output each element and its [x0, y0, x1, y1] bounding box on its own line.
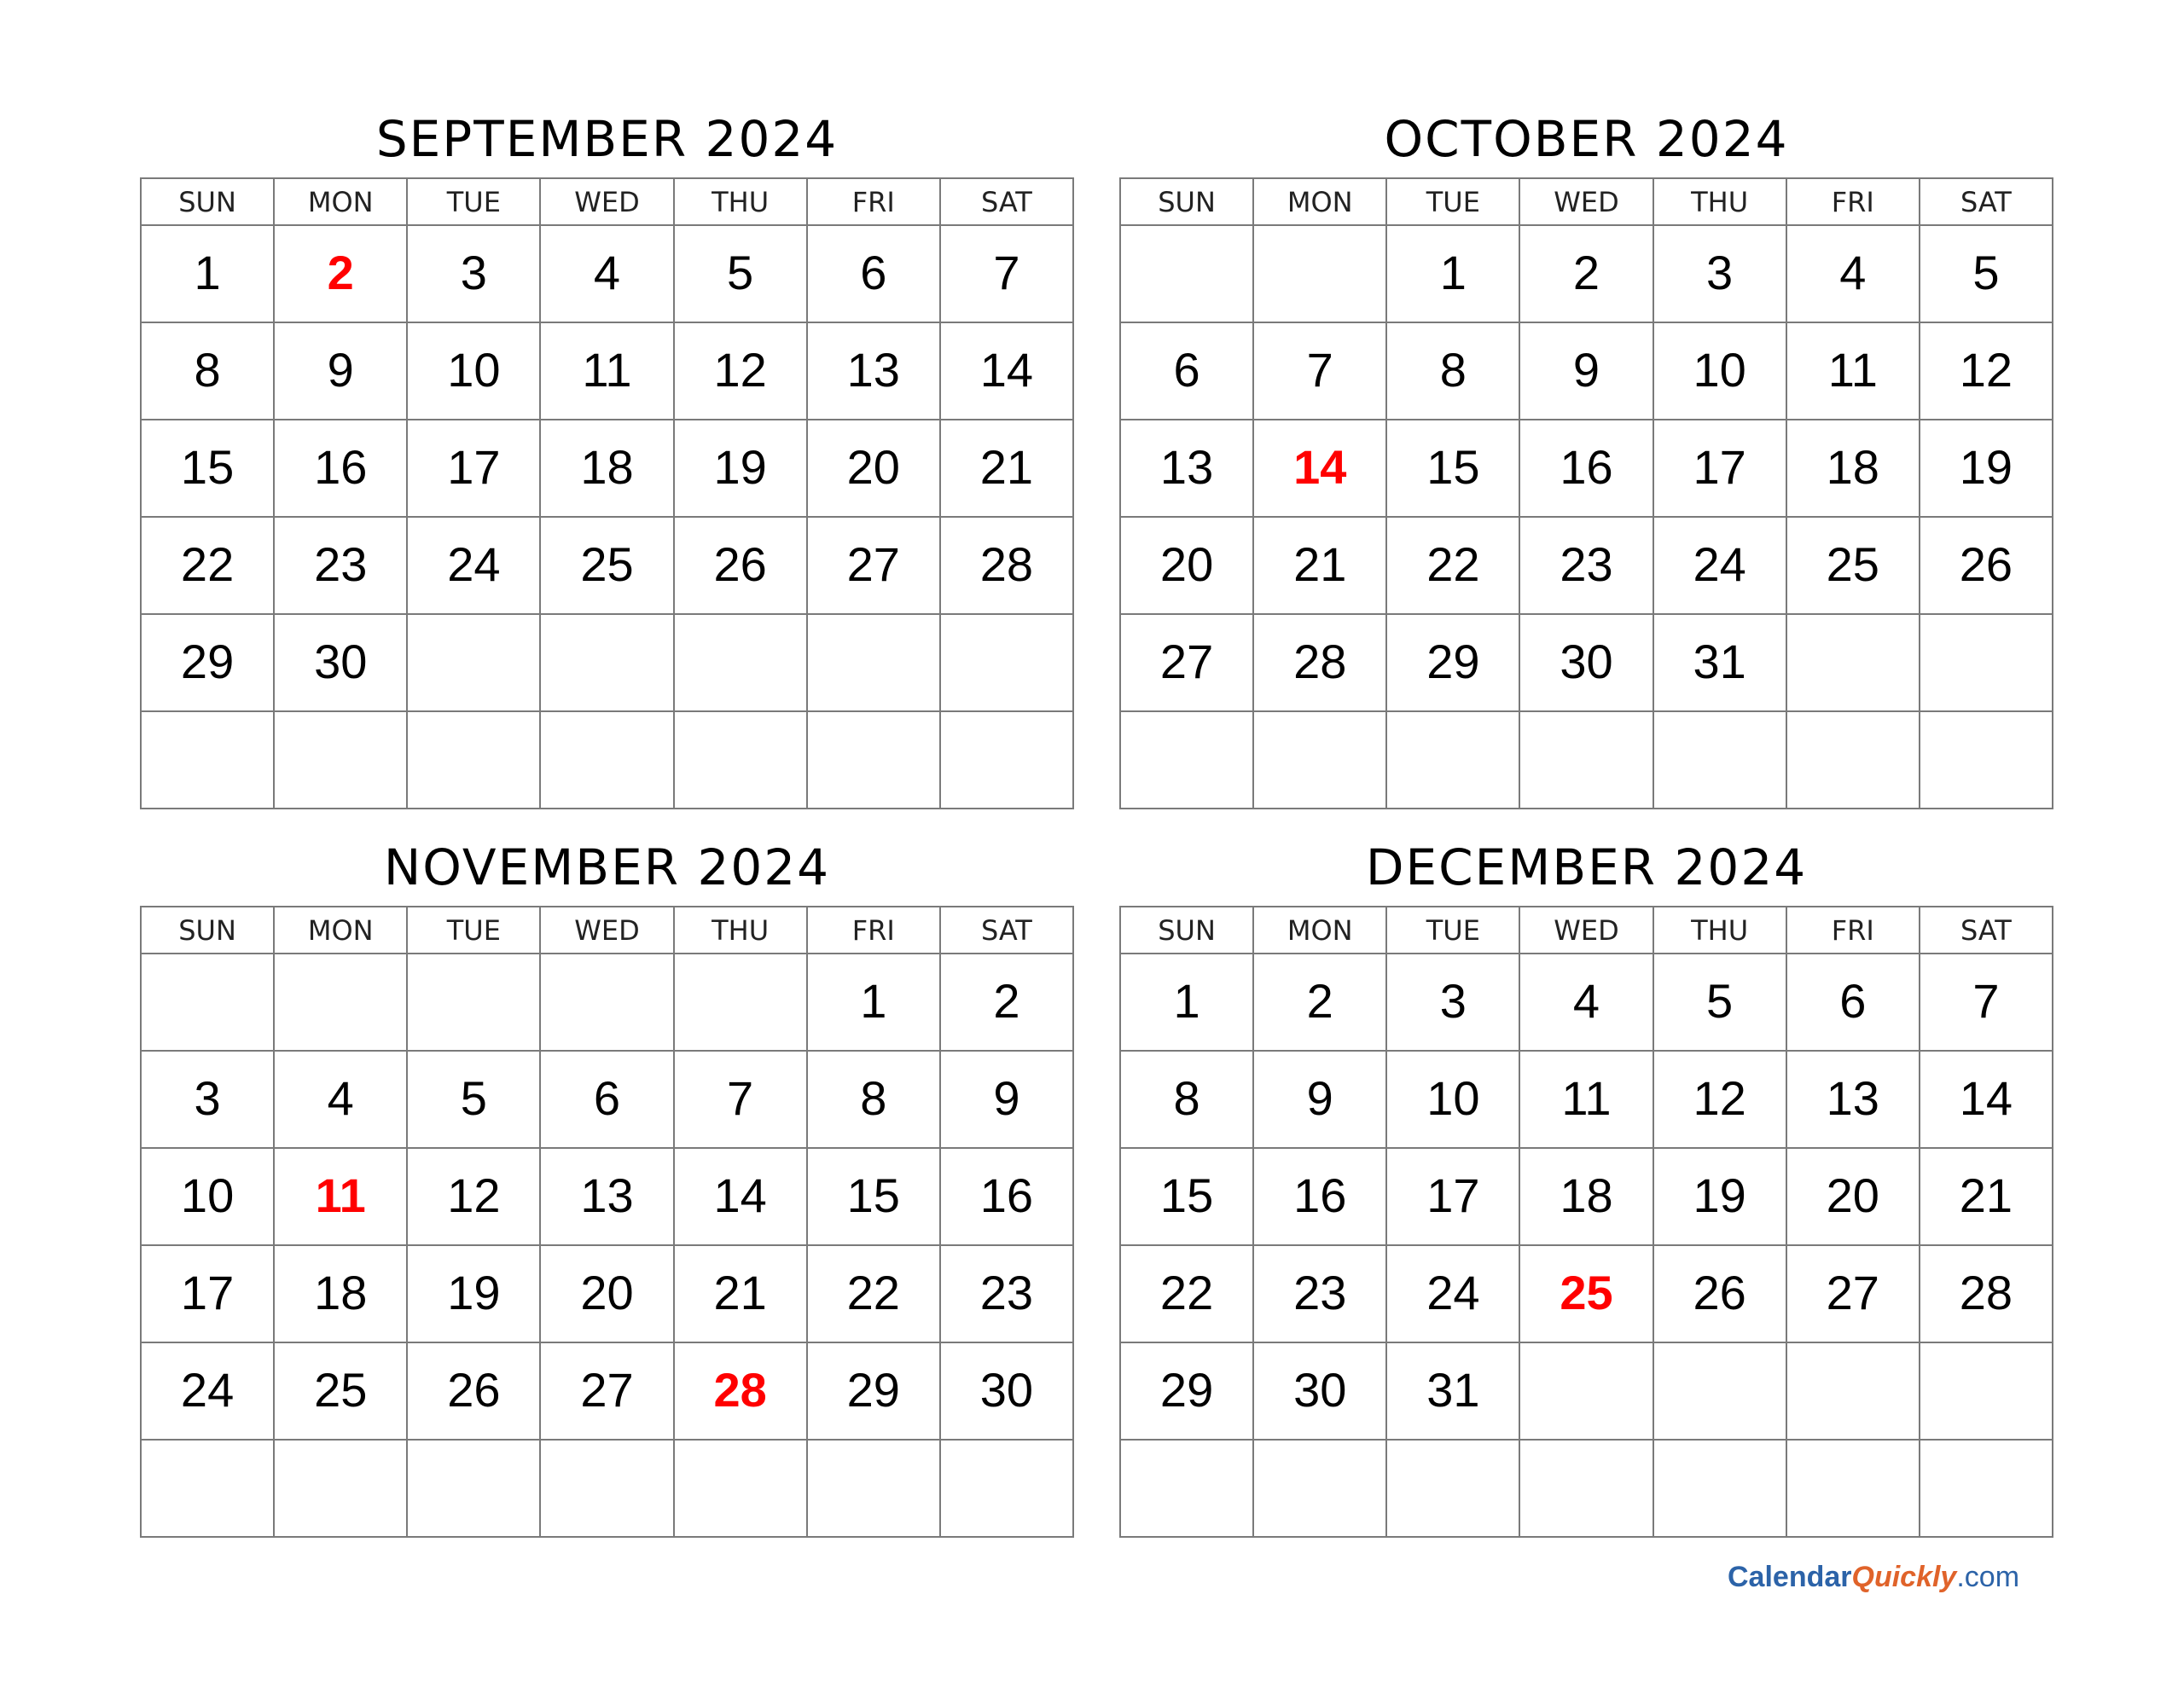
- day-cell: 5: [1920, 225, 2053, 322]
- day-cell: 25: [1786, 517, 1920, 614]
- week-row: [141, 1245, 1073, 1342]
- empty-day-cell: [1253, 1440, 1386, 1537]
- day-cell: 16: [940, 1148, 1073, 1245]
- day-cell: 16: [1519, 420, 1653, 517]
- empty-day-cell: [1920, 1440, 2053, 1537]
- day-cell: 17: [407, 420, 540, 517]
- empty-day-cell: [807, 1440, 940, 1537]
- weekday-header: TUE: [407, 907, 540, 954]
- day-cell: 26: [407, 1342, 540, 1440]
- weekday-header: MON: [274, 907, 407, 954]
- day-cell: 12: [1653, 1051, 1786, 1148]
- week-row: [141, 954, 1073, 1051]
- day-cell: 23: [1253, 1245, 1386, 1342]
- empty-day-cell: [540, 711, 673, 809]
- week-row: [1120, 225, 2053, 322]
- empty-day-cell: [1920, 711, 2053, 809]
- week-row: [1120, 1245, 2053, 1342]
- day-cell: 25: [540, 517, 673, 614]
- week-row: [1120, 614, 2053, 711]
- empty-day-cell: [407, 711, 540, 809]
- empty-day-cell: [540, 614, 673, 711]
- day-cell: 19: [674, 420, 807, 517]
- day-cell: 23: [940, 1245, 1073, 1342]
- weekday-header: SUN: [1120, 178, 1253, 225]
- empty-day-cell: [1120, 1440, 1253, 1537]
- weekday-header-row: [141, 907, 1073, 954]
- week-row: [1120, 711, 2053, 809]
- day-cell: 4: [274, 1051, 407, 1148]
- day-cell: 5: [1653, 954, 1786, 1051]
- day-cell: 13: [540, 1148, 673, 1245]
- day-cell: 10: [1386, 1051, 1519, 1148]
- weekday-header: MON: [1253, 178, 1386, 225]
- day-cell: 7: [1920, 954, 2053, 1051]
- weekday-header: SUN: [141, 178, 274, 225]
- day-cell: 13: [1786, 1051, 1920, 1148]
- month-title: DECEMBER 2024: [1365, 838, 1808, 896]
- weekday-header: FRI: [807, 178, 940, 225]
- week-row: [141, 1440, 1073, 1537]
- empty-day-cell: [407, 614, 540, 711]
- day-cell: 5: [674, 225, 807, 322]
- day-cell: 12: [407, 1148, 540, 1245]
- day-cell: 10: [407, 322, 540, 420]
- week-row: [141, 711, 1073, 809]
- empty-day-cell: [1786, 711, 1920, 809]
- day-cell: 6: [1786, 954, 1920, 1051]
- day-cell: 30: [274, 614, 407, 711]
- day-cell: 13: [1120, 420, 1253, 517]
- week-row: [141, 1051, 1073, 1148]
- day-cell: 27: [1786, 1245, 1920, 1342]
- week-row: [141, 517, 1073, 614]
- day-cell: 20: [1786, 1148, 1920, 1245]
- weekday-header: WED: [1519, 178, 1653, 225]
- week-row: [1120, 517, 2053, 614]
- day-cell: 4: [540, 225, 673, 322]
- day-cell: 15: [1120, 1148, 1253, 1245]
- weekday-header: SAT: [1920, 178, 2053, 225]
- weekday-header: MON: [1253, 907, 1386, 954]
- empty-day-cell: [540, 1440, 673, 1537]
- day-cell: 10: [141, 1148, 274, 1245]
- week-row: [141, 420, 1073, 517]
- day-cell: 5: [407, 1051, 540, 1148]
- empty-day-cell: [141, 954, 274, 1051]
- empty-day-cell: [1386, 711, 1519, 809]
- day-cell: 6: [540, 1051, 673, 1148]
- day-cell: 23: [274, 517, 407, 614]
- empty-day-cell: [1120, 711, 1253, 809]
- day-cell: 24: [1653, 517, 1786, 614]
- calendar-grid: [140, 906, 1074, 1538]
- day-cell: 19: [407, 1245, 540, 1342]
- month-december: [1119, 838, 2053, 1538]
- weekday-header: SAT: [940, 178, 1073, 225]
- day-cell: 9: [940, 1051, 1073, 1148]
- day-cell: 2: [1519, 225, 1653, 322]
- day-cell: 1: [807, 954, 940, 1051]
- empty-day-cell: [1519, 1342, 1653, 1440]
- day-cell: 21: [1253, 517, 1386, 614]
- day-cell: 3: [407, 225, 540, 322]
- weekday-header: TUE: [1386, 178, 1519, 225]
- brand-part-quickly: Quickly: [1851, 1561, 1957, 1593]
- day-cell: 31: [1386, 1342, 1519, 1440]
- week-row: [141, 1148, 1073, 1245]
- day-cell: 28: [1920, 1245, 2053, 1342]
- day-cell: 8: [807, 1051, 940, 1148]
- day-cell: 3: [141, 1051, 274, 1148]
- day-cell: 2: [1253, 954, 1386, 1051]
- day-cell: 26: [1920, 517, 2053, 614]
- week-row: [141, 614, 1073, 711]
- day-cell: 21: [940, 420, 1073, 517]
- empty-day-cell: [274, 711, 407, 809]
- day-cell: 24: [141, 1342, 274, 1440]
- day-cell: 22: [141, 517, 274, 614]
- week-row: [1120, 1148, 2053, 1245]
- day-cell: 23: [1519, 517, 1653, 614]
- weekday-header: WED: [540, 178, 673, 225]
- day-cell: 15: [807, 1148, 940, 1245]
- empty-day-cell: [274, 954, 407, 1051]
- empty-day-cell: [1786, 1440, 1920, 1537]
- day-cell: 14: [940, 322, 1073, 420]
- day-cell: 1: [1120, 954, 1253, 1051]
- day-cell: 1: [1386, 225, 1519, 322]
- week-row: [1120, 322, 2053, 420]
- weekday-header: SAT: [940, 907, 1073, 954]
- day-cell: 14: [674, 1148, 807, 1245]
- day-cell: 30: [940, 1342, 1073, 1440]
- day-cell: 27: [807, 517, 940, 614]
- week-row: [1120, 1051, 2053, 1148]
- day-cell: 15: [1386, 420, 1519, 517]
- week-row: [141, 225, 1073, 322]
- day-cell: 20: [540, 1245, 673, 1342]
- holiday-day-cell: 2: [274, 225, 407, 322]
- empty-day-cell: [1519, 711, 1653, 809]
- day-cell: 25: [274, 1342, 407, 1440]
- empty-day-cell: [674, 1440, 807, 1537]
- holiday-day-cell: 28: [674, 1342, 807, 1440]
- day-cell: 9: [1253, 1051, 1386, 1148]
- day-cell: 18: [274, 1245, 407, 1342]
- day-cell: 7: [1253, 322, 1386, 420]
- day-cell: 22: [1386, 517, 1519, 614]
- day-cell: 17: [1653, 420, 1786, 517]
- day-cell: 24: [1386, 1245, 1519, 1342]
- day-cell: 12: [674, 322, 807, 420]
- day-cell: 6: [807, 225, 940, 322]
- brand-part-com: .com: [1956, 1561, 2020, 1593]
- day-cell: 27: [1120, 614, 1253, 711]
- day-cell: 1: [141, 225, 274, 322]
- day-cell: 19: [1920, 420, 2053, 517]
- day-cell: 7: [940, 225, 1073, 322]
- empty-day-cell: [1120, 225, 1253, 322]
- empty-day-cell: [1786, 614, 1920, 711]
- day-cell: 8: [141, 322, 274, 420]
- day-cell: 6: [1120, 322, 1253, 420]
- day-cell: 16: [1253, 1148, 1386, 1245]
- weekday-header-row: [141, 178, 1073, 225]
- empty-day-cell: [807, 614, 940, 711]
- empty-day-cell: [141, 711, 274, 809]
- weekday-header: FRI: [807, 907, 940, 954]
- empty-day-cell: [674, 711, 807, 809]
- day-cell: 7: [674, 1051, 807, 1148]
- day-cell: 24: [407, 517, 540, 614]
- day-cell: 26: [674, 517, 807, 614]
- month-title: SEPTEMBER 2024: [375, 110, 839, 168]
- day-cell: 22: [1120, 1245, 1253, 1342]
- day-cell: 9: [274, 322, 407, 420]
- holiday-day-cell: 11: [274, 1148, 407, 1245]
- empty-day-cell: [1653, 711, 1786, 809]
- empty-day-cell: [1653, 1440, 1786, 1537]
- day-cell: 20: [1120, 517, 1253, 614]
- day-cell: 11: [540, 322, 673, 420]
- empty-day-cell: [674, 614, 807, 711]
- weekday-header: WED: [540, 907, 673, 954]
- day-cell: 11: [1786, 322, 1920, 420]
- empty-day-cell: [807, 711, 940, 809]
- weekday-header: WED: [1519, 907, 1653, 954]
- week-row: [141, 1342, 1073, 1440]
- month-title: NOVEMBER 2024: [383, 838, 831, 896]
- day-cell: 8: [1120, 1051, 1253, 1148]
- day-cell: 12: [1920, 322, 2053, 420]
- empty-day-cell: [141, 1440, 274, 1537]
- week-row: [1120, 1440, 2053, 1537]
- day-cell: 18: [540, 420, 673, 517]
- week-row: [1120, 1342, 2053, 1440]
- calendar-grid: [1119, 177, 2053, 809]
- day-cell: 2: [940, 954, 1073, 1051]
- empty-day-cell: [1386, 1440, 1519, 1537]
- day-cell: 30: [1519, 614, 1653, 711]
- day-cell: 30: [1253, 1342, 1386, 1440]
- weekday-header: MON: [274, 178, 407, 225]
- weekday-header: SUN: [141, 907, 274, 954]
- month-november: [140, 838, 1074, 1538]
- day-cell: 16: [274, 420, 407, 517]
- empty-day-cell: [940, 614, 1073, 711]
- day-cell: 3: [1386, 954, 1519, 1051]
- weekday-header-row: [1120, 178, 2053, 225]
- weekday-header-row: [1120, 907, 2053, 954]
- weekday-header: FRI: [1786, 907, 1920, 954]
- day-cell: 29: [807, 1342, 940, 1440]
- empty-day-cell: [1920, 1342, 2053, 1440]
- week-row: [1120, 954, 2053, 1051]
- day-cell: 19: [1653, 1148, 1786, 1245]
- weekday-header: TUE: [1386, 907, 1519, 954]
- weekday-header: TUE: [407, 178, 540, 225]
- day-cell: 21: [1920, 1148, 2053, 1245]
- weekday-header: SUN: [1120, 907, 1253, 954]
- week-row: [1120, 420, 2053, 517]
- week-row: [141, 322, 1073, 420]
- calendar-grid: [140, 177, 1074, 809]
- empty-day-cell: [1253, 225, 1386, 322]
- empty-day-cell: [940, 711, 1073, 809]
- calendar-grid: [1119, 906, 2053, 1538]
- day-cell: 18: [1519, 1148, 1653, 1245]
- brand-logo[interactable]: [1728, 1561, 2019, 1594]
- day-cell: 3: [1653, 225, 1786, 322]
- weekday-header: THU: [1653, 178, 1786, 225]
- empty-day-cell: [540, 954, 673, 1051]
- day-cell: 29: [1120, 1342, 1253, 1440]
- day-cell: 14: [1920, 1051, 2053, 1148]
- brand-part-calendar: Calendar: [1728, 1561, 1852, 1593]
- day-cell: 17: [141, 1245, 274, 1342]
- day-cell: 22: [807, 1245, 940, 1342]
- day-cell: 29: [1386, 614, 1519, 711]
- weekday-header: SAT: [1920, 907, 2053, 954]
- weekday-header: THU: [674, 178, 807, 225]
- day-cell: 27: [540, 1342, 673, 1440]
- day-cell: 18: [1786, 420, 1920, 517]
- month-september: [140, 110, 1074, 809]
- empty-day-cell: [940, 1440, 1073, 1537]
- day-cell: 20: [807, 420, 940, 517]
- empty-day-cell: [1519, 1440, 1653, 1537]
- empty-day-cell: [1786, 1342, 1920, 1440]
- day-cell: 15: [141, 420, 274, 517]
- empty-day-cell: [407, 1440, 540, 1537]
- day-cell: 28: [940, 517, 1073, 614]
- day-cell: 17: [1386, 1148, 1519, 1245]
- day-cell: 13: [807, 322, 940, 420]
- empty-day-cell: [274, 1440, 407, 1537]
- empty-day-cell: [674, 954, 807, 1051]
- day-cell: 4: [1786, 225, 1920, 322]
- empty-day-cell: [407, 954, 540, 1051]
- month-october: [1119, 110, 2053, 809]
- empty-day-cell: [1920, 614, 2053, 711]
- holiday-day-cell: 14: [1253, 420, 1386, 517]
- weekday-header: THU: [674, 907, 807, 954]
- day-cell: 26: [1653, 1245, 1786, 1342]
- weekday-header: FRI: [1786, 178, 1920, 225]
- day-cell: 8: [1386, 322, 1519, 420]
- day-cell: 11: [1519, 1051, 1653, 1148]
- day-cell: 9: [1519, 322, 1653, 420]
- day-cell: 4: [1519, 954, 1653, 1051]
- day-cell: 31: [1653, 614, 1786, 711]
- month-title: OCTOBER 2024: [1384, 110, 1789, 168]
- weekday-header: THU: [1653, 907, 1786, 954]
- holiday-day-cell: 25: [1519, 1245, 1653, 1342]
- day-cell: 29: [141, 614, 274, 711]
- day-cell: 28: [1253, 614, 1386, 711]
- day-cell: 21: [674, 1245, 807, 1342]
- day-cell: 10: [1653, 322, 1786, 420]
- empty-day-cell: [1653, 1342, 1786, 1440]
- empty-day-cell: [1253, 711, 1386, 809]
